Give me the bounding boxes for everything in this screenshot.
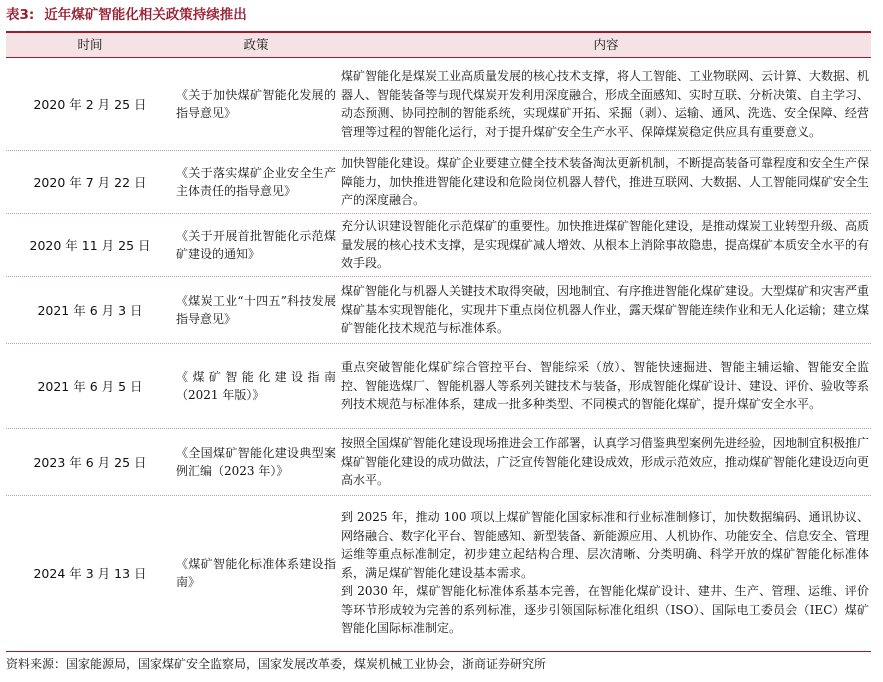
table-row: [6, 496, 871, 650]
policy-text: 《煤矿智能化建设指南（2021 年版）》: [176, 370, 336, 402]
row-content: [341, 151, 869, 213]
table-number: 表3:: [6, 7, 35, 23]
row-time: 2020 年 11 月 25 日: [29, 238, 151, 253]
row-divider: [6, 495, 871, 496]
policy-text: 《煤炭工业“十四五”科技发展指导意见》: [176, 294, 336, 326]
policy-text: 《关于开展首批智能化示范煤矿建设的通知》: [176, 229, 336, 261]
table-title-text: 近年煤矿智能化相关政策持续推出: [44, 7, 247, 23]
policy-text: 《关于加快煤矿智能化发展的指导意见》: [176, 88, 336, 120]
row-content: [341, 429, 869, 495]
table-title: [6, 4, 247, 26]
policy-text: 《煤矿智能化标准体系建设指南》: [176, 557, 336, 589]
table-row: [6, 214, 871, 276]
content-text: 煤矿智能化是煤炭工业高质量发展的核心技术支撑，将人工智能、工业物联网、云计算、大数据、机器人、智能装备等与现代煤炭开发利用深度融合，形成全面感知、实时互联、分析决策、自主学习、动态预测、协同控制的智能系统，实现煤矿开拓、采掘（剥）、运输、通风、洗选、安全保障、经营管理等过程的智能化运行，对于提升煤矿安全生产水平、保障煤炭稳定供应具有重要意义。: [341, 69, 870, 139]
row-time: 2023 年 6 月 25 日: [33, 455, 147, 470]
policy-text: 《关于落实煤矿企业安全生产主体责任的指导意见》: [176, 166, 336, 198]
table-row: [6, 151, 871, 213]
row-time: 2020 年 2 月 25 日: [33, 97, 147, 112]
row-time: 2020 年 7 月 22 日: [33, 175, 147, 190]
row-policy: [176, 344, 336, 428]
row-content: [341, 344, 869, 428]
row-divider: [6, 150, 871, 151]
table-row: [6, 58, 871, 150]
row-policy: [176, 214, 336, 276]
column-header-time: 时间: [77, 37, 103, 52]
row-content: [341, 496, 869, 650]
table-header: [6, 33, 871, 58]
row-policy: [176, 151, 336, 213]
row-divider: [6, 428, 871, 429]
row-time: 2021 年 6 月 3 日: [37, 303, 143, 318]
row-divider: [6, 213, 871, 214]
row-policy: [176, 277, 336, 343]
table-row: [6, 277, 871, 343]
source-note: 资料来源：国家能源局，国家煤矿安全监察局，国家发展改革委，煤炭机械工业协会，浙商证券研究所: [6, 657, 547, 671]
row-time: 2021 年 6 月 5 日: [37, 379, 143, 394]
row-content: [341, 58, 869, 150]
content-text: 充分认识建设智能化示范煤矿的重要性。加快推进煤矿智能化建设，是推动煤炭工业转型升级、高质量发展的核心技术支撑，是实现煤矿减人增效、从根本上消除事故隐患，提高煤矿本质安全水平的有效手段。: [341, 219, 870, 271]
column-header-policy: 政策: [243, 37, 269, 52]
row-time: 2024 年 3 月 13 日: [33, 566, 147, 581]
content-text: 重点突破智能化煤矿综合管控平台、智能综采（放）、智能快速掘进、智能主辅运输、智能安全监控、智能选煤厂、智能机器人等系列关键技术与装备，形成智能化煤矿设计、建设、评价、验收等系列技术规范与标准体系，建成一批多种类型、不同模式的智能化煤矿，提升煤矿安全水平。: [341, 360, 870, 412]
bottom-rule: [6, 651, 871, 652]
table-row: [6, 344, 871, 428]
column-header-content: 内容: [593, 37, 619, 52]
row-policy: [176, 429, 336, 495]
content-paragraph: 到 2025 年，推动 100 项以上煤矿智能化国家标准和行业标准制修订，加快数据编码、通讯协议、网络融合、数字化平台、智能感知、新型装备、新能源应用、人机协作、功能安全、信息安全、管理运维等重点标准制定，初步建立起结构合理、层次清晰、分类明确、科学开放的煤矿智能化标准体系，满足煤矿智能化建设基本需求。: [341, 510, 870, 580]
row-policy: [176, 496, 336, 650]
content-text: 煤矿智能化与机器人关键技术取得突破，因地制宜、有序推进智能化煤矿建设。大型煤矿和灾害严重煤矿基本实现智能化，实现井下重点岗位机器人作业，露天煤矿智能连续作业和无人化运输；建立煤矿智能化技术规范与标准体系。: [341, 284, 870, 336]
content-text: 按照全国煤矿智能化建设现场推进会工作部署，认真学习借鉴典型案例先进经验，因地制宜积极推广煤矿智能化建设的成功做法，广泛宣传智能化建设成效，形成示范效应，推动煤矿智能化建设迈向更高水平。: [341, 436, 870, 488]
content-paragraph: 到 2030 年，煤矿智能化标准体系基本完善，在智能化煤矿设计、建井、生产、管理、运维、评价等环节形成较为完善的系列标准，逐步引领国际标准化组织（ISO）、国际电工委员会（IEC）煤矿智能化国际标准制定。: [341, 584, 869, 636]
table-row: [6, 429, 871, 495]
row-divider: [6, 343, 871, 344]
row-divider: [6, 276, 871, 277]
content-text: 加快智能化建设。煤矿企业要建立健全技术装备淘汰更新机制，不断提高装备可靠程度和安全生产保障能力，加快推进智能化建设和危险岗位机器人替代，推进互联网、大数据、人工智能同煤矿安全生产的深度融合。: [341, 156, 870, 208]
content-paragraphs: [341, 508, 869, 638]
policy-text: 《全国煤矿智能化建设典型案例汇编（2023 年）》: [176, 446, 336, 478]
row-content: [341, 277, 869, 343]
row-policy: [176, 58, 336, 150]
row-content: [341, 214, 869, 276]
